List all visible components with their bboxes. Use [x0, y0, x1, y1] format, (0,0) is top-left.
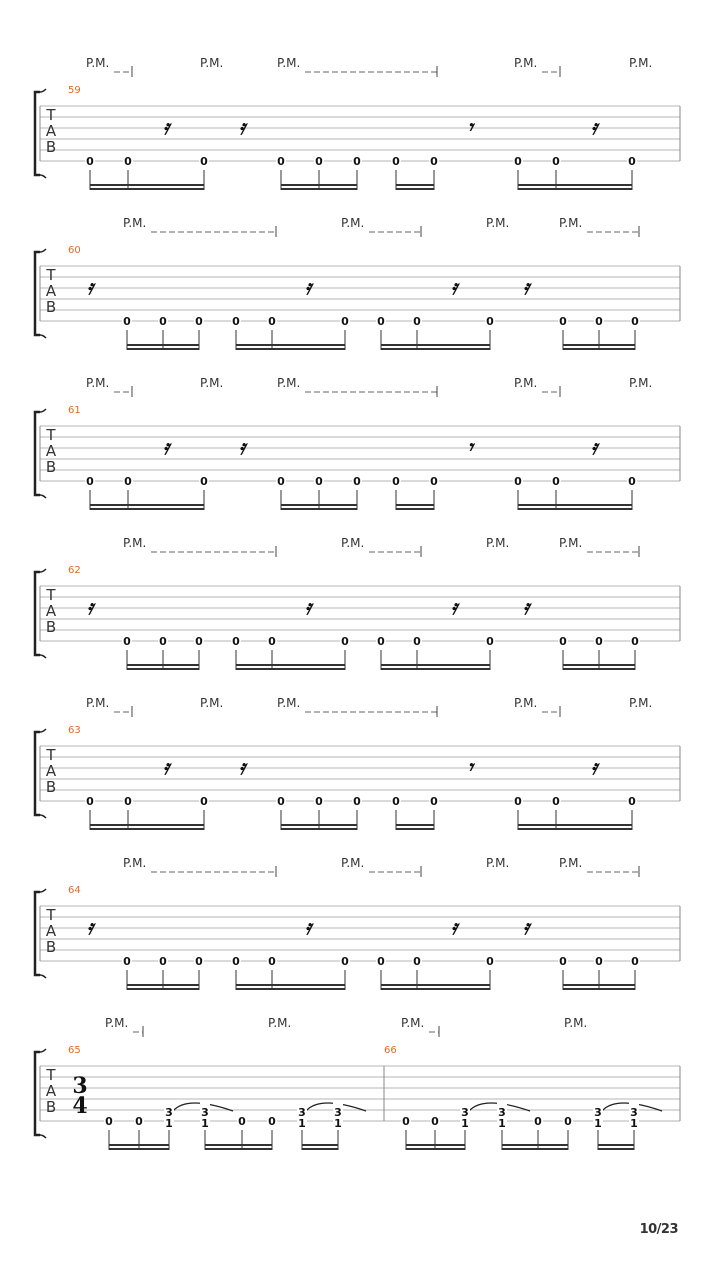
palm-mute-label: P.M.	[277, 696, 301, 710]
beam	[281, 188, 357, 190]
palm-mute-label: P.M.	[277, 376, 301, 390]
rest-symbol: 𝄿	[304, 595, 312, 619]
tab-system-6	[35, 856, 680, 990]
tab-clef-t: T	[46, 746, 56, 764]
fret-number: 0	[124, 155, 132, 168]
fret-number: 0	[559, 315, 567, 328]
beam	[90, 824, 204, 826]
beam	[563, 988, 635, 990]
fret-number: 0	[628, 155, 636, 168]
fret-number: 0	[413, 955, 421, 968]
palm-mute-label: P.M.	[341, 536, 365, 550]
fret-number: 0	[552, 475, 560, 488]
fret-number: 0	[628, 475, 636, 488]
beam	[502, 1144, 568, 1146]
fret-number: 0	[552, 155, 560, 168]
tab-system-1	[35, 56, 680, 190]
fret-number: 0	[413, 315, 421, 328]
palm-mute-label: P.M.	[486, 216, 510, 230]
fret-number: 3	[334, 1106, 342, 1119]
palm-mute-label: P.M.	[105, 1016, 129, 1030]
fret-number: 3	[594, 1106, 602, 1119]
fret-number: 1	[298, 1117, 306, 1130]
fret-number: 0	[268, 955, 276, 968]
fret-number: 0	[628, 795, 636, 808]
beam	[406, 1148, 465, 1150]
beam	[127, 344, 199, 346]
fret-number: 0	[595, 955, 603, 968]
beam	[381, 348, 490, 350]
fret-number: 3	[201, 1106, 209, 1119]
measure-number: 64	[68, 885, 81, 896]
tab-clef-b: B	[45, 458, 57, 476]
beam	[281, 508, 357, 510]
beam	[127, 668, 199, 670]
fret-number: 0	[315, 155, 323, 168]
fret-number: 0	[631, 315, 639, 328]
fret-number: 0	[377, 635, 385, 648]
palm-mute-label: P.M.	[123, 216, 147, 230]
system-bracket	[35, 892, 40, 975]
fret-number: 0	[559, 635, 567, 648]
rest-symbol: 𝄿	[522, 915, 530, 939]
rest-symbol: 𝄿	[304, 275, 312, 299]
tab-clef-t: T	[46, 906, 56, 924]
beam	[281, 828, 357, 830]
fret-number: 0	[392, 475, 400, 488]
beam	[236, 668, 345, 670]
system-bracket	[35, 252, 40, 335]
rest-symbol: 𝄿	[590, 115, 598, 139]
beam	[396, 188, 434, 190]
beam	[281, 504, 357, 506]
fret-number: 1	[201, 1117, 209, 1130]
tab-clef-t: T	[46, 106, 56, 124]
tab-system-4	[35, 536, 680, 670]
tab-system-2	[35, 216, 680, 350]
fret-number: 0	[232, 315, 240, 328]
beam	[563, 344, 635, 346]
beam	[518, 188, 632, 190]
beam	[518, 828, 632, 830]
measure-number: 61	[68, 405, 81, 416]
fret-number: 0	[268, 315, 276, 328]
palm-mute-label: P.M.	[86, 376, 110, 390]
rest-symbol: 𝄾	[467, 755, 473, 779]
system-bracket	[35, 1052, 40, 1135]
beam	[381, 668, 490, 670]
fret-number: 0	[135, 1115, 143, 1128]
fret-number: 0	[195, 635, 203, 648]
rest-symbol: 𝄿	[86, 275, 94, 299]
tab-system-3	[35, 376, 680, 510]
measure-number: 63	[68, 725, 81, 736]
fret-number: 0	[123, 635, 131, 648]
tab-clef-b: B	[45, 618, 57, 636]
rest-symbol: 𝄿	[450, 275, 458, 299]
tab-system-5	[35, 696, 680, 830]
rest-symbol: 𝄾	[467, 115, 473, 139]
beam	[236, 988, 345, 990]
beam	[109, 1148, 169, 1150]
palm-mute-label: P.M.	[123, 856, 147, 870]
beam	[281, 824, 357, 826]
palm-mute-label: P.M.	[629, 696, 653, 710]
beam	[90, 184, 204, 186]
fret-number: 0	[392, 795, 400, 808]
palm-mute-label: P.M.	[629, 376, 653, 390]
palm-mute-label: P.M.	[564, 1016, 588, 1030]
rest-symbol: 𝄿	[450, 915, 458, 939]
time-signature-top: 3	[72, 1073, 88, 1099]
fret-number: 1	[461, 1117, 469, 1130]
beam	[563, 984, 635, 986]
palm-mute-label: P.M.	[401, 1016, 425, 1030]
beam	[90, 828, 204, 830]
fret-number: 0	[315, 795, 323, 808]
tab-clef-a: A	[45, 762, 57, 780]
fret-number: 0	[514, 155, 522, 168]
fret-number: 1	[630, 1117, 638, 1130]
fret-number: 0	[200, 155, 208, 168]
beam	[381, 664, 490, 666]
measure-number: 60	[68, 245, 81, 256]
tab-clef-t: T	[46, 266, 56, 284]
beam	[396, 184, 434, 186]
beam	[90, 508, 204, 510]
beam	[127, 664, 199, 666]
fret-number: 3	[630, 1106, 638, 1119]
beam	[598, 1144, 634, 1146]
beam	[109, 1144, 169, 1146]
palm-mute-label: P.M.	[341, 856, 365, 870]
fret-number: 0	[341, 315, 349, 328]
fret-number: 0	[595, 635, 603, 648]
fret-number: 0	[341, 635, 349, 648]
fret-number: 0	[486, 955, 494, 968]
beam	[518, 184, 632, 186]
fret-number: 0	[86, 795, 94, 808]
fret-number: 0	[86, 155, 94, 168]
time-signature-bottom: 4	[72, 1093, 88, 1119]
measure-number: 65	[68, 1045, 81, 1056]
fret-number: 0	[86, 475, 94, 488]
palm-mute-label: P.M.	[123, 536, 147, 550]
fret-number: 0	[486, 635, 494, 648]
fret-number: 0	[159, 315, 167, 328]
palm-mute-label: P.M.	[514, 376, 538, 390]
palm-mute-label: P.M.	[514, 56, 538, 70]
fret-number: 0	[195, 315, 203, 328]
tab-clef-a: A	[45, 922, 57, 940]
beam	[281, 184, 357, 186]
fret-number: 0	[124, 795, 132, 808]
beam	[127, 988, 199, 990]
beam	[127, 984, 199, 986]
rest-symbol: 𝄿	[590, 435, 598, 459]
palm-mute-label: P.M.	[559, 856, 583, 870]
rest-symbol: 𝄿	[522, 275, 530, 299]
fret-number: 3	[498, 1106, 506, 1119]
beam	[236, 984, 345, 986]
beam	[518, 508, 632, 510]
rest-symbol: 𝄿	[238, 435, 246, 459]
fret-number: 0	[486, 315, 494, 328]
beam	[518, 504, 632, 506]
palm-mute-label: P.M.	[277, 56, 301, 70]
beam	[381, 344, 490, 346]
tab-clef-b: B	[45, 298, 57, 316]
beam	[127, 348, 199, 350]
palm-mute-label: P.M.	[200, 376, 224, 390]
palm-mute-label: P.M.	[268, 1016, 292, 1030]
fret-number: 0	[123, 955, 131, 968]
fret-number: 0	[353, 155, 361, 168]
fret-number: 3	[298, 1106, 306, 1119]
measure-number: 62	[68, 565, 81, 576]
beam	[396, 828, 434, 830]
page-number: 10/23	[639, 1222, 678, 1237]
rest-symbol: 𝄿	[86, 915, 94, 939]
beam	[302, 1148, 338, 1150]
measure-number: 66	[384, 1045, 397, 1056]
tab-clef-a: A	[45, 442, 57, 460]
fret-number: 0	[595, 315, 603, 328]
fret-number: 1	[498, 1117, 506, 1130]
beam	[563, 664, 635, 666]
system-bracket	[35, 92, 40, 175]
fret-number: 0	[353, 475, 361, 488]
fret-number: 0	[268, 635, 276, 648]
fret-number: 0	[631, 955, 639, 968]
rest-symbol: 𝄿	[238, 755, 246, 779]
beam	[502, 1148, 568, 1150]
beam	[396, 508, 434, 510]
tab-clef-a: A	[45, 1082, 57, 1100]
fret-number: 0	[195, 955, 203, 968]
rest-symbol: 𝄿	[162, 115, 170, 139]
palm-mute-label: P.M.	[200, 696, 224, 710]
fret-number: 0	[514, 795, 522, 808]
fret-number: 0	[392, 155, 400, 168]
fret-number: 0	[232, 635, 240, 648]
beam	[90, 188, 204, 190]
fret-number: 1	[165, 1117, 173, 1130]
fret-number: 0	[430, 475, 438, 488]
beam	[236, 664, 345, 666]
tab-clef-t: T	[46, 586, 56, 604]
beam	[396, 824, 434, 826]
fret-number: 0	[552, 795, 560, 808]
fret-number: 0	[277, 795, 285, 808]
beam	[90, 504, 204, 506]
palm-mute-label: P.M.	[486, 856, 510, 870]
rest-symbol: 𝄿	[522, 595, 530, 619]
palm-mute-label: P.M.	[514, 696, 538, 710]
fret-number: 1	[334, 1117, 342, 1130]
fret-number: 0	[377, 315, 385, 328]
tab-clef-t: T	[46, 1066, 56, 1084]
palm-mute-label: P.M.	[86, 696, 110, 710]
palm-mute-label: P.M.	[341, 216, 365, 230]
palm-mute-label: P.M.	[86, 56, 110, 70]
rest-symbol: 𝄿	[162, 435, 170, 459]
rest-symbol: 𝄿	[450, 595, 458, 619]
tab-clef-b: B	[45, 1098, 57, 1116]
fret-number: 0	[377, 955, 385, 968]
fret-number: 0	[564, 1115, 572, 1128]
fret-number: 0	[514, 475, 522, 488]
tab-clef-t: T	[46, 426, 56, 444]
fret-number: 0	[277, 155, 285, 168]
fret-number: 0	[353, 795, 361, 808]
fret-number: 0	[159, 635, 167, 648]
fret-number: 0	[200, 795, 208, 808]
beam	[518, 824, 632, 826]
fret-number: 0	[559, 955, 567, 968]
rest-symbol: 𝄿	[590, 755, 598, 779]
fret-number: 0	[268, 1115, 276, 1128]
beam	[205, 1148, 272, 1150]
palm-mute-label: P.M.	[559, 536, 583, 550]
beam	[563, 668, 635, 670]
beam	[396, 504, 434, 506]
fret-number: 0	[238, 1115, 246, 1128]
beam	[598, 1148, 634, 1150]
fret-number: 0	[430, 155, 438, 168]
beam	[302, 1144, 338, 1146]
fret-number: 0	[159, 955, 167, 968]
rest-symbol: 𝄿	[304, 915, 312, 939]
measure-number: 59	[68, 85, 81, 96]
fret-number: 0	[631, 635, 639, 648]
beam	[563, 348, 635, 350]
tab-clef-b: B	[45, 778, 57, 796]
fret-number: 1	[594, 1117, 602, 1130]
system-bracket	[35, 412, 40, 495]
rest-symbol: 𝄿	[238, 115, 246, 139]
fret-number: 0	[123, 315, 131, 328]
fret-number: 0	[105, 1115, 113, 1128]
beam	[406, 1144, 465, 1146]
palm-mute-label: P.M.	[200, 56, 224, 70]
fret-number: 0	[430, 795, 438, 808]
beam	[381, 984, 490, 986]
fret-number: 3	[461, 1106, 469, 1119]
fret-number: 0	[402, 1115, 410, 1128]
rest-symbol: 𝄿	[162, 755, 170, 779]
rest-symbol: 𝄿	[86, 595, 94, 619]
beam	[236, 344, 345, 346]
fret-number: 0	[232, 955, 240, 968]
fret-number: 0	[413, 635, 421, 648]
beam	[236, 348, 345, 350]
beam	[205, 1144, 272, 1146]
tab-clef-b: B	[45, 138, 57, 156]
fret-number: 0	[124, 475, 132, 488]
tab-clef-a: A	[45, 602, 57, 620]
tab-clef-a: A	[45, 282, 57, 300]
tab-clef-a: A	[45, 122, 57, 140]
fret-number: 0	[315, 475, 323, 488]
palm-mute-label: P.M.	[486, 536, 510, 550]
fret-number: 0	[431, 1115, 439, 1128]
system-bracket	[35, 732, 40, 815]
palm-mute-label: P.M.	[629, 56, 653, 70]
tab-system-7	[35, 1016, 680, 1150]
palm-mute-label: P.M.	[559, 216, 583, 230]
rest-symbol: 𝄾	[467, 435, 473, 459]
tab-clef-b: B	[45, 938, 57, 956]
fret-number: 3	[165, 1106, 173, 1119]
beam	[381, 988, 490, 990]
fret-number: 0	[277, 475, 285, 488]
system-bracket	[35, 572, 40, 655]
fret-number: 0	[200, 475, 208, 488]
fret-number: 0	[341, 955, 349, 968]
fret-number: 0	[534, 1115, 542, 1128]
